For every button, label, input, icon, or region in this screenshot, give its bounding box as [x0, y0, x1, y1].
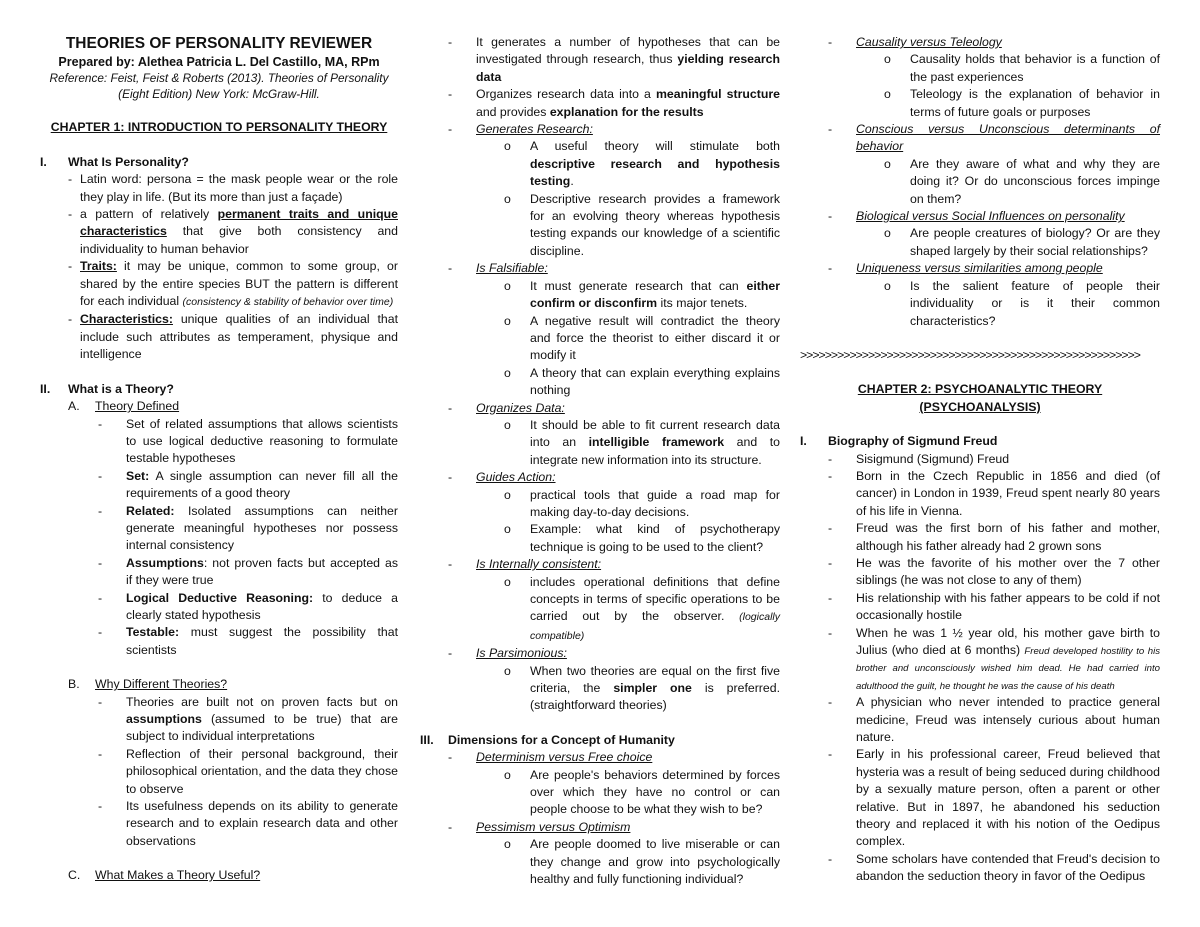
- list-item: - Born in the Czech Republic in 1856 and died (of cancer) in London in 1939, Freud spent nearly 80 years of his life in Vienna.: [828, 468, 1160, 518]
- reference: Reference: Feist, Feist & Roberts (2013). Theories of Personality (Eight Edition) New York: McGraw-Hill.: [49, 71, 389, 101]
- list-item: o Is the salient feature of people their individuality or is it their common characteristics?: [884, 278, 1160, 328]
- list-item: o When two theories are equal on the first five criteria, the simpler one is preferred. (straightforward theories): [504, 663, 780, 713]
- criterion-heading: - Is Falsifiable:: [448, 261, 548, 276]
- section-divider: >>>>>>>>>>>>>>>>>>>>>>>>>>>>>>>>>>>>>>>>>>>>>>>>>>>>>>>: [800, 347, 1140, 362]
- list-item: o includes operational definitions that define concepts in terms of specific operations to be carried out by the observer. (logically compatible): [504, 574, 780, 642]
- list-item: o Are people doomed to live miserable or can they change and grow into psychologically healthy and fully functioning individual?: [504, 837, 780, 887]
- list-item: o Are people creatures of biology? Or are they shaped largely by their social relationships?: [884, 226, 1160, 258]
- subsection-heading: C. What Makes a Theory Useful?: [68, 868, 261, 883]
- list-item: o Teleology is the explanation of behavior in terms of future goals or purposes: [884, 87, 1160, 119]
- subsection-heading: B. Why Different Theories?: [68, 677, 228, 692]
- list-item: - Theories are built not on proven facts but on assumptions (assumed to be true) that are subject to individual interpretations: [98, 694, 398, 744]
- section-heading: I. Biography of Sigmund Freud: [800, 434, 998, 449]
- list-item: - A physician who never intended to practice general medicine, Freud was intensely curious about human nature.: [828, 695, 1160, 745]
- section-heading: III. Dimensions for a Concept of Humanity: [420, 732, 675, 747]
- prepared-by: Prepared by: Alethea Patricia L. Del Castillo, MA, RPm: [58, 55, 380, 69]
- list-item: - Characteristics: unique qualities of an individual that include such attributes as temperament, physique and intelligence: [68, 312, 398, 362]
- list-item: - Its usefulness depends on its ability to generate research and to explain research data and other observations: [98, 799, 398, 848]
- list-item: o Example: what kind of psychotherapy technique is going to be used to the client?: [504, 522, 780, 554]
- list-item: o A useful theory will stimulate both descriptive research and hypothesis testing.: [504, 139, 780, 189]
- list-item: - He was the favorite of his mother over the 7 other siblings (he was not close to any of them): [828, 555, 1160, 588]
- list-item: - When he was 1 ½ year old, his mother gave birth to Julius (who died at 6 months) Freud developed hostility to his brother and unconsciously wished him dead. He had carried into adulthood the guilt, he thought he was the cause of his death: [828, 625, 1160, 692]
- list-item: - Logical Deductive Reasoning: to deduce a clearly stated hypothesis: [98, 590, 399, 622]
- list-item: - Related: Isolated assumptions can neither generate meaningful hypotheses nor possess internal consistency: [98, 503, 398, 553]
- column-3: [800, 34, 1160, 886]
- chapter-1-title: CHAPTER 1: INTRODUCTION TO PERSONALITY THEORY: [50, 120, 388, 135]
- criterion-heading: - Is Internally consistent:: [448, 557, 602, 572]
- list-item: - Reflection of their personal background, their philosophical orientation, and the data they chose to observe: [98, 746, 398, 796]
- list-item: - Set of related assumptions that allows scientists to use logical deductive reasoning to formulate testable hypotheses: [98, 416, 398, 466]
- list-item: - a pattern of relatively permanent traits and unique characteristics that give both consistency and individuality to human behavior: [68, 207, 398, 256]
- list-item: - Set: A single assumption can never fill all the requirements of a good theory: [98, 468, 398, 501]
- list-item: o practical tools that guide a road map for making day-to-day decisions.: [504, 487, 780, 519]
- list-item: - Organizes research data into a meaningful structure and provides explanation for the results: [448, 87, 780, 119]
- list-item: o It should be able to fit current research data into an intelligible framework and to integrate new information into its structure.: [504, 417, 780, 467]
- list-item: o Descriptive research provides a framework for an evolving theory whereas hypothesis testing expands our knowledge of a scientific discipline.: [504, 191, 780, 258]
- criterion-heading: - Guides Action:: [448, 470, 556, 485]
- dimension-heading: - Conscious versus Unconscious determinants of behavior: [828, 122, 1160, 154]
- list-item: - Latin word: persona = the mask people wear or the role they play in life. (But its more than just a façade): [68, 172, 398, 204]
- chapter-2-subtitle: (PSYCHOANALYSIS): [919, 399, 1041, 414]
- list-item: o A negative result will contradict the theory and force the theorist to either discard it or modify it: [504, 313, 780, 363]
- criterion-heading: - Is Parsimonious:: [448, 646, 567, 661]
- list-item: - Early in his professional career, Freud believed that hysteria was a result of being seduced during childhood by a sexually mature person, often a parent or other relative. But in 1897, he abandoned his seduction theory and replaced it with his notion of the Oedipus complex.: [828, 747, 1160, 849]
- list-item: - His relationship with his father appears to be cold if not occasionally hostile: [828, 590, 1160, 623]
- dimension-heading: - Determinism versus Free choice: [448, 750, 653, 765]
- list-item: o Causality holds that behavior is a function of the past experiences: [884, 52, 1160, 84]
- list-item: - Assumptions: not proven facts but accepted as if they were true: [98, 555, 398, 588]
- criterion-heading: - Organizes Data:: [448, 400, 565, 415]
- chapter-2-title: CHAPTER 2: PSYCHOANALYTIC THEORY: [857, 382, 1103, 397]
- list-item: o Are they aware of what and why they are doing it? Or do unconscious forces impinge on them?: [884, 156, 1160, 206]
- list-item: - Traits: it may be unique, common to some group, or shared by the entire species BUT the pattern is different for each individual (consistency & stability of behavior over time): [68, 259, 398, 309]
- section-heading: I. What Is Personality?: [40, 154, 189, 169]
- column-2: [420, 34, 780, 889]
- list-item: - Sisigmund (Sigmund) Freud: [828, 451, 1010, 466]
- list-item: - It generates a number of hypotheses that can be investigated through research, thus yielding research data: [448, 35, 780, 84]
- list-item: - Testable: must suggest the possibility that scientists: [98, 625, 398, 657]
- list-item: - Freud was the first born of his father and mother, although his father already had 2 grown sons: [828, 521, 1160, 553]
- dimension-heading: - Pessimism versus Optimism: [448, 819, 631, 834]
- document-title: THEORIES OF PERSONALITY REVIEWER: [65, 35, 373, 52]
- subsection-heading: A. Theory Defined: [68, 399, 180, 414]
- column-1: [40, 34, 398, 885]
- dimension-heading: - Biological versus Social Influences on personality: [828, 209, 1125, 224]
- list-item: o It must generate research that can either confirm or disconfirm its major tenets.: [504, 278, 780, 311]
- list-item: o Are people's behaviors determined by forces over which they have no control or can people choose to be what they wish to be?: [504, 767, 780, 817]
- criterion-heading: - Generates Research:: [448, 122, 593, 137]
- dimension-heading: - Uniqueness versus similarities among people: [828, 261, 1103, 276]
- list-item: o A theory that can explain everything explains nothing: [504, 365, 780, 398]
- dimension-heading: - Causality versus Teleology: [828, 35, 1002, 49]
- section-heading: II. What is a Theory?: [40, 381, 174, 396]
- list-item: - Some scholars have contended that Freud's decision to abandon the seduction theory in favor of the Oedipus: [828, 851, 1160, 884]
